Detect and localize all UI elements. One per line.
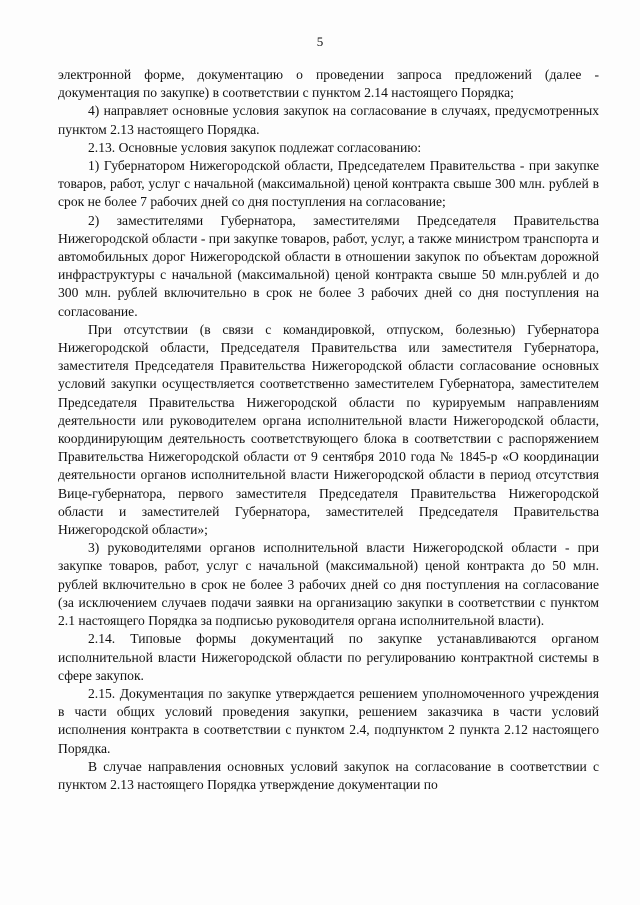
paragraph-absence-rule: При отсутствии (в связи с командировкой, отпуском, болезнью) Губернатора Нижегородской области, Председателя Правительства или заместителя Губернатора, заместителя Председателя Правительства Нижегородской области согласование основных условий закупки осуществляется соответственно заместителем Губернатора, заместителем Председателя Правительства Нижегородской области по курируемым направлениям деятельности или руководителем органа исполнительной власти Нижегородской области, координирующим деятельность соответствующего блока в соответствии с распоряжением Правительства Нижегородской области от 9 сентября 2010 года № 1845-р «О координации деятельности органов исполнительной власти Нижегородской области в период отсутствия Вице-губернатора, первого заместителя Председателя Правительства Нижегородской области и заместителей Губернатора, заместителей Председателя Правительства Нижегородской области»; <box>58 321 599 538</box>
paragraph-approval-case: В случае направления основных условий закупок на согласование в соответствии с пунктом 2.13 настоящего Порядка утверждение документации по <box>58 758 599 792</box>
page-number: 5 <box>316 34 324 49</box>
paragraph-2-13: 2.13. Основные условия закупок подлежат согласованию: <box>88 139 422 155</box>
paragraph-item-2: 2) заместителями Губернатора, заместителями Председателя Правительства Нижегородской области - при закупке товаров, работ, услуг, а также министром транспорта и автомобильных дорог Нижегородской области в отношении закупок по объектам дорожной инфраструктуры с начальной (максимальной) ценой контракта свыше 50 млн.рублей и до 300 млн. рублей включительно в срок не более 3 рабочих дней со дня поступления на согласование. <box>58 212 599 319</box>
paragraph-item-1: 1) Губернатором Нижегородской области, Председателем Правительства - при закупке товаров, работ, услуг с начальной (максимальной) ценой контракта свыше 300 млн. рублей в срок не более 7 рабочих дней со дня поступления на согласование; <box>58 158 599 210</box>
paragraph-2-15: 2.15. Документация по закупке утверждается решением уполномоченного учреждения в части общих условий проведения закупки, решением заказчика в части условий исполнения контракта в соответствии с пунктом 2.4, подпунктом 2 пункта 2.12 настоящего Порядка. <box>58 685 599 756</box>
paragraph-continuation: электронной форме, документацию о проведении запроса предложений (далее - документация по закупке) в соответствии с пунктом 2.14 настоящего Порядка; <box>58 67 599 101</box>
paragraph-item-3: 3) руководителями органов исполнительной власти Нижегородской области - при закупке товаров, работ, услуг с начальной (максимальной) ценой контракта до 50 млн. рублей включительно в срок не более 3 рабочих дней со дня поступления на согласование (за исключением случаев подачи заявки на организацию закупки в соответствии с пунктом 2.1 настоящего Порядка за подписью руководителя органа исполнительной власти). <box>58 540 599 629</box>
paragraph-2-14: 2.14. Типовые формы документаций по закупке устанавливаются органом исполнительной власти Нижегородской области по регулированию контрактной системы в сфере закупок. <box>58 631 599 683</box>
document-body <box>58 66 599 794</box>
paragraph-item-4: 4) направляет основные условия закупок на согласование в случаях, предусмотренных пунктом 2.13 настоящего Порядка. <box>58 103 599 137</box>
